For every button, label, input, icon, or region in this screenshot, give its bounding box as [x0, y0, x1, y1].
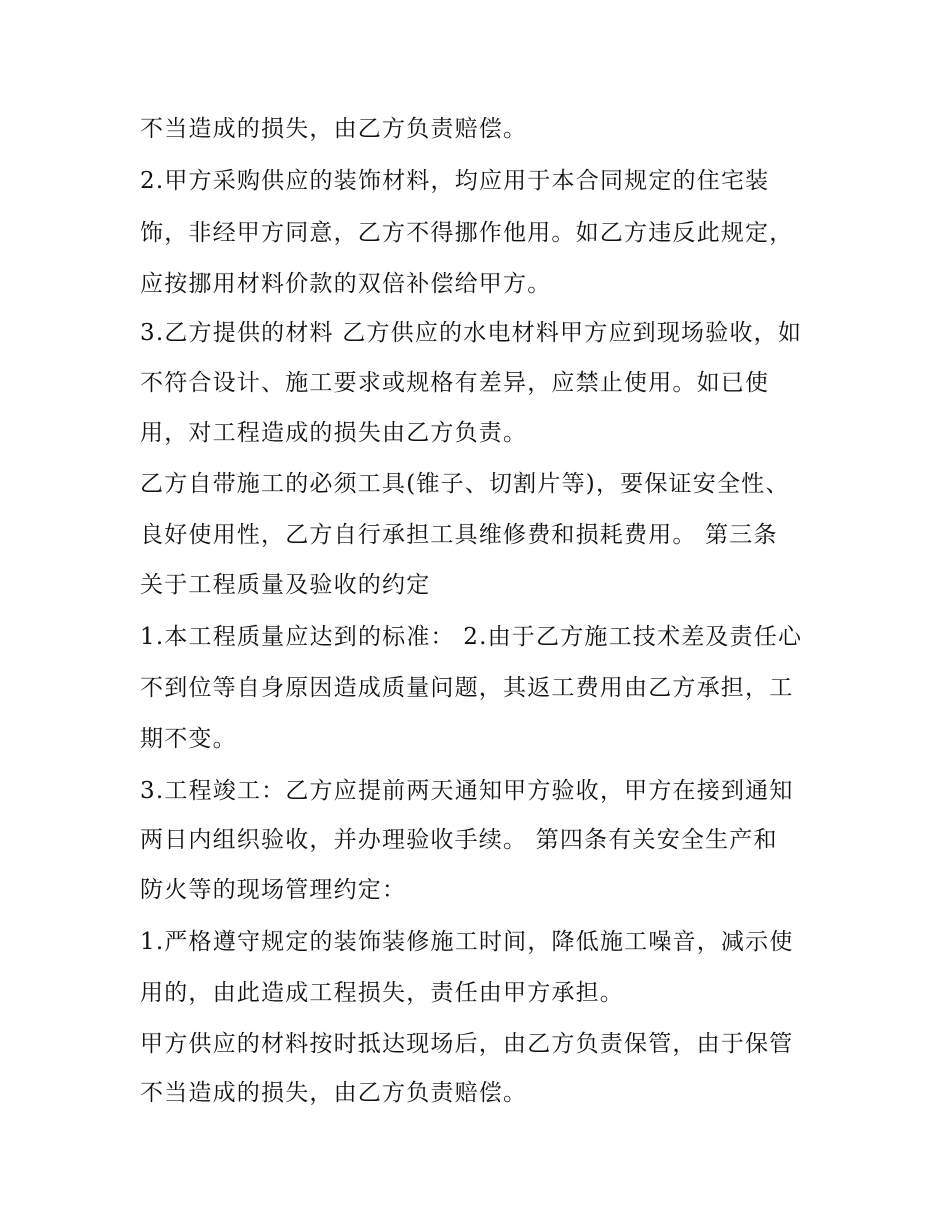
- text-line: 不到位等自身原因造成质量问题，其返工费用由乙方承担，工: [140, 675, 794, 701]
- text-line: 甲方供应的材料按时抵达现场后，由乙方负责保管，由于保管: [140, 1031, 794, 1057]
- text-line: 饰，非经甲方同意，乙方不得挪作他用。如乙方违反此规定，: [140, 220, 794, 246]
- text-line: 1.严格遵守规定的装饰装修施工时间，降低施工噪音，减示使: [140, 929, 794, 955]
- text-line: 关于工程质量及验收的约定: [140, 572, 431, 598]
- text-line: 应按挪用材料价款的双倍补偿给甲方。: [140, 271, 552, 297]
- text-line: 防火等的现场管理约定：: [140, 877, 407, 903]
- text-line: 1.本工程质量应达到的标准： 2.由于乙方施工技术差及责任心: [140, 624, 803, 650]
- text-line: 3.工程竣工：乙方应提前两天通知甲方验收，甲方在接到通知: [140, 778, 794, 804]
- text-line: 2.甲方采购供应的装饰材料，均应用于本合同规定的住宅装: [140, 168, 770, 194]
- text-line: 不符合设计、施工要求或规格有差异，应禁止使用。如已使: [140, 370, 770, 396]
- text-line: 良好使用性，乙方自行承担工具维修费和损耗费用。 第三条: [140, 522, 778, 548]
- text-line: 不当造成的损失，由乙方负责赔偿。: [140, 1080, 528, 1106]
- text-line: 两日内组织验收，并办理验收手续。 第四条有关安全生产和: [140, 827, 778, 853]
- text-line: 乙方自带施工的必须工具(锥子、切割片等)，要保证安全性、: [140, 471, 790, 497]
- text-line: 3.乙方提供的材料 乙方供应的水电材料甲方应到现场验收，如: [140, 320, 803, 346]
- text-line: 期不变。: [140, 726, 237, 752]
- text-line: 用，对工程造成的损失由乙方负责。: [140, 420, 528, 446]
- text-line: 不当造成的损失，由乙方负责赔偿。: [140, 116, 528, 142]
- text-line: 用的，由此造成工程损失，责任由甲方承担。: [140, 980, 624, 1006]
